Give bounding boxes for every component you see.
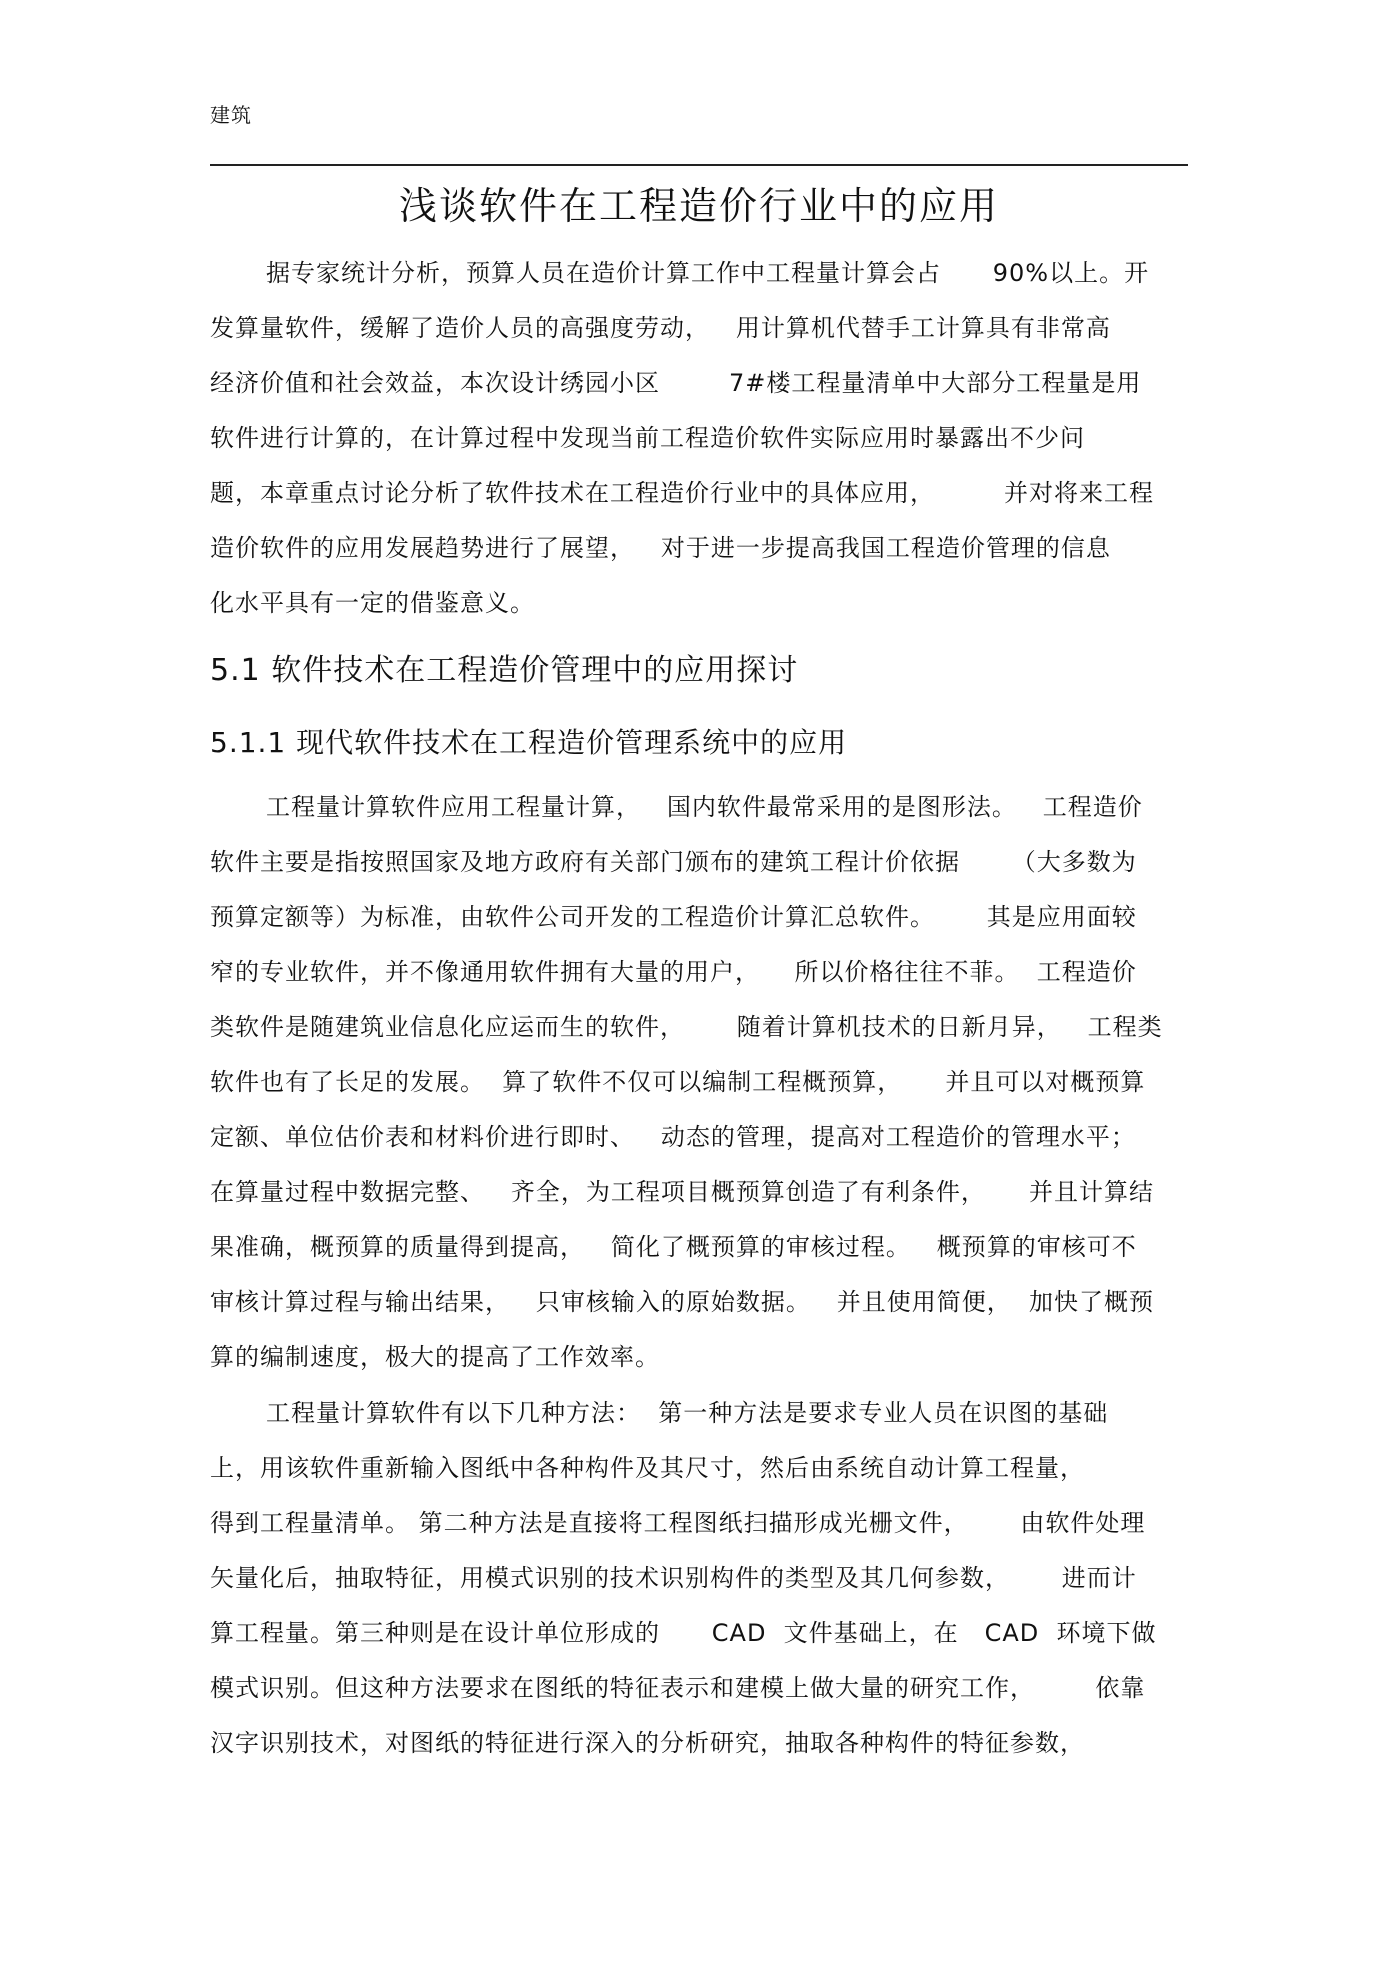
- subsection-heading: 5.1.1 现代软件技术在工程造价管理系统中的应用: [210, 726, 848, 759]
- text-line: 化水平具有一定的借鉴意义。: [210, 589, 535, 617]
- text-line: 发算量软件，缓解了造价人员的高强度劳动， 用计算机代替手工计算具有非常高: [210, 314, 1111, 342]
- text-line: 审核计算过程与输出结果， 只审核输入的原始数据。 并且使用简便， 加快了概预: [210, 1288, 1155, 1316]
- text-line: 工程量计算软件应用工程量计算， 国内软件最常采用的是图形法。 工程造价: [266, 793, 1143, 821]
- text-line: 软件也有了长足的发展。 算了软件不仅可以编制工程概预算， 并且可以对概预算: [210, 1068, 1146, 1096]
- paragraph-calculation-methods: [210, 1386, 1188, 1771]
- text-line: 造价软件的应用发展趋势进行了展望， 对于进一步提高我国工程造价管理的信息: [210, 534, 1111, 562]
- text-line: 题，本章重点讨论分析了软件技术在工程造价行业中的具体应用， 并对将来工程: [210, 479, 1155, 507]
- text-line: 算工程量。第三种则是在设计单位形成的 CAD 文件基础上，在 CAD 环境下做: [210, 1619, 1157, 1647]
- paragraph-software-overview: [210, 780, 1188, 1385]
- text-line: 矢量化后，抽取特征，用模式识别的技术识别构件的类型及其几何参数， 进而计: [210, 1564, 1137, 1592]
- text-line: 工程量计算软件有以下几种方法： 第一种方法是要求专业人员在识图的基础: [266, 1399, 1109, 1427]
- section-heading: 5.1 软件技术在工程造价管理中的应用探讨: [210, 653, 799, 688]
- document-title: 浅谈软件在工程造价行业中的应用: [398, 184, 999, 228]
- text-line: 软件进行计算的，在计算过程中发现当前工程造价软件实际应用时暴露出不少问: [210, 424, 1085, 452]
- text-line: 汉字识别技术，对图纸的特征进行深入的分析研究，抽取各种构件的特征参数，: [210, 1729, 1085, 1757]
- text-line: 定额、单位估价表和材料价进行即时、 动态的管理，提高对工程造价的管理水平；: [210, 1123, 1136, 1151]
- text-line: 在算量过程中数据完整、 齐全，为工程项目概预算创造了有利条件， 并且计算结: [210, 1178, 1155, 1206]
- text-line: 经济价值和社会效益，本次设计绣园小区 7#楼工程量清单中大部分工程量是用: [210, 369, 1142, 397]
- text-line: 预算定额等）为标准，由软件公司开发的工程造价计算汇总软件。 其是应用面较: [210, 903, 1137, 931]
- text-line: 据专家统计分析，预算人员在造价计算工作中工程量计算会占 90%以上。开: [266, 259, 1150, 287]
- text-line: 上，用该软件重新输入图纸中各种构件及其尺寸，然后由系统自动计算工程量，: [210, 1454, 1085, 1482]
- text-line: 算的编制速度，极大的提高了工作效率。: [210, 1343, 660, 1371]
- text-line: 类软件是随建筑业信息化应运而生的软件， 随着计算机技术的日新月异， 工程类: [210, 1013, 1163, 1041]
- intro-paragraph: [210, 246, 1188, 631]
- text-line: 模式识别。但这种方法要求在图纸的特征表示和建模上做大量的研究工作， 依靠: [210, 1674, 1146, 1702]
- header-divider: [210, 164, 1188, 166]
- text-line: 得到工程量清单。 第二种方法是直接将工程图纸扫描形成光栅文件， 由软件处理: [210, 1509, 1146, 1537]
- text-line: 果准确，概预算的质量得到提高， 简化了概预算的审核过程。 概预算的审核可不: [210, 1233, 1137, 1261]
- text-line: 窄的专业软件，并不像通用软件拥有大量的用户， 所以价格往往不菲。 工程造价: [210, 958, 1137, 986]
- header-label: 建筑: [210, 103, 252, 127]
- text-line: 软件主要是指按照国家及地方政府有关部门颁布的建筑工程计价依据 （大多数为: [210, 848, 1137, 876]
